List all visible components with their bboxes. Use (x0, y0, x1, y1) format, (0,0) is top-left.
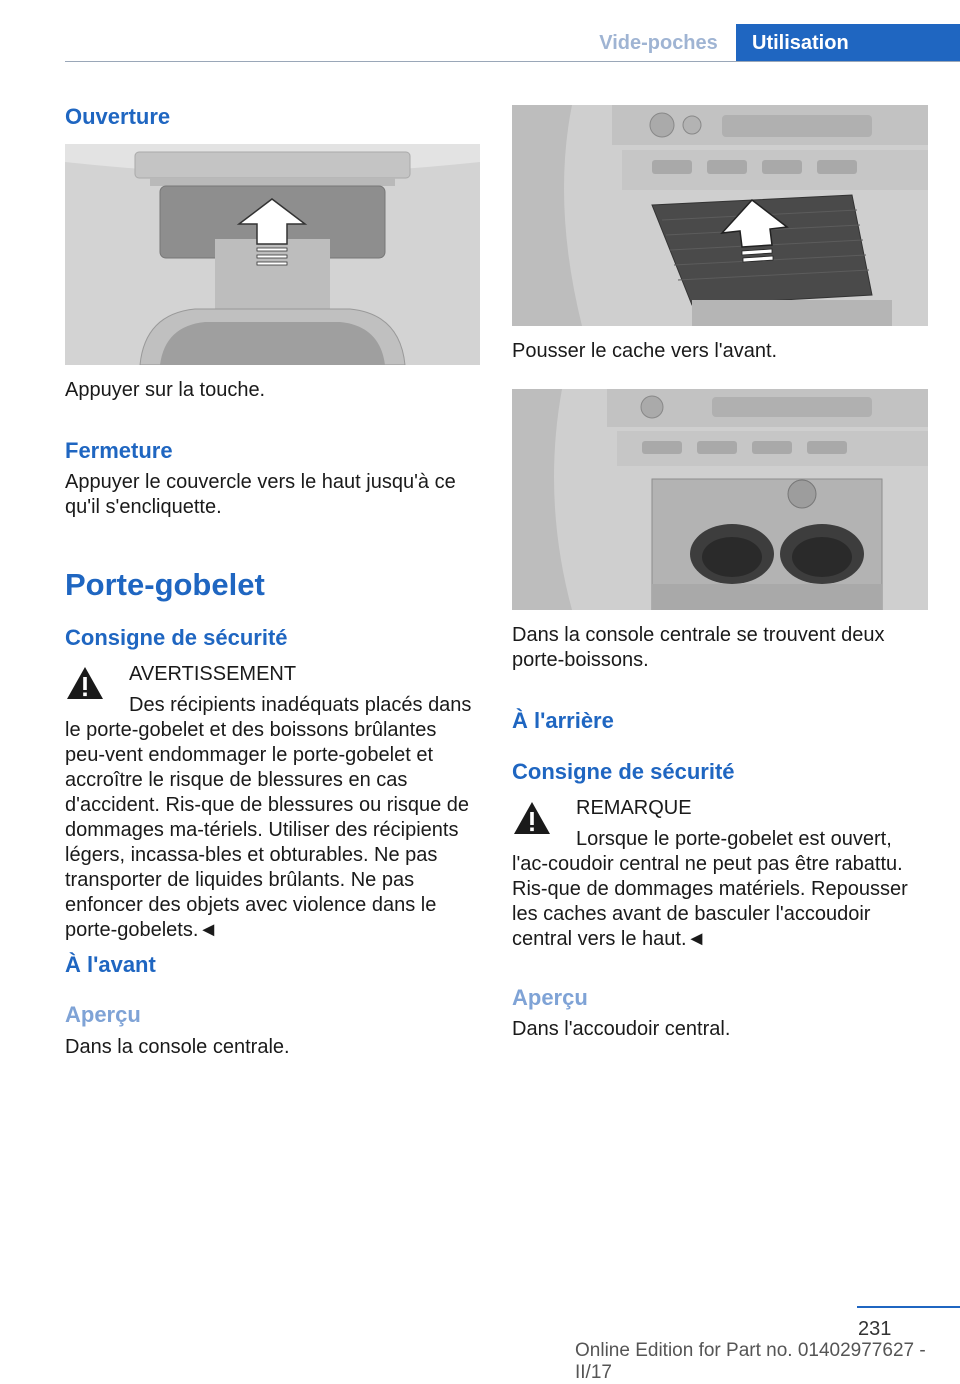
edition-note: Online Edition for Part no. 01402977627 - II/17 (575, 1340, 926, 1383)
arriere-heading: À l'arrière (512, 708, 614, 733)
illustration-cupholders (512, 389, 928, 610)
ouverture-heading: Ouverture (65, 104, 171, 129)
fermeture-text: Appuyer le couvercle vers le haut jusqu'à ce qu'il s'encliquette. (65, 471, 456, 518)
caption-cupholders: Dans la console centrale se trouvent deux porte-boissons. (512, 624, 885, 671)
page-number: 231 (858, 1318, 892, 1340)
porte-gobelet-heading: Porte-gobelet (65, 567, 265, 602)
ouverture-caption: Appuyer sur la touche. (65, 379, 266, 401)
consigne-heading-right: Consigne de sécurité (512, 759, 735, 784)
warning-label: AVERTISSEMENT (129, 663, 297, 685)
apercu-heading-right: Aperçu (512, 985, 588, 1010)
illustration-console-cover (512, 105, 928, 326)
caption-push-cover: Pousser le cache vers l'avant. (512, 340, 778, 362)
apercu-heading-left: Aperçu (65, 1002, 141, 1027)
header-rule (65, 61, 960, 62)
avant-heading: À l'avant (65, 952, 156, 977)
illustration-overhead-storage (65, 144, 480, 365)
note-label: REMARQUE (576, 797, 692, 819)
fermeture-heading: Fermeture (65, 438, 173, 463)
running-header-chapter-tab: Utilisation (736, 24, 960, 62)
apercu-text-left: Dans la console centrale. (65, 1036, 290, 1058)
footer-rule (857, 1306, 960, 1308)
warning-text: Des récipients inadéquats placés dans le porte-gobelet et des boissons brûlantes peu-vent endommager le porte-gobelet et accroître le risque de blessures en cas d'accident. Ris-que de blessures ou risque de dommages ma-tériels. Utiliser des récipients légers, incassa-bles et obturables. Ne pas transporter de liquides brûlants. Ne pas enfoncer des objets avec violence dans le porte-gobelets.◄ (65, 694, 472, 941)
running-header-section: Vide-poches (599, 32, 718, 54)
apercu-text-right: Dans l'accoudoir central. (512, 1018, 731, 1040)
consigne-heading-left: Consigne de sécurité (65, 625, 288, 650)
note-text: Lorsque le porte-gobelet est ouvert, l'ac-coudoir central ne peut pas être rabattu. Ris-que de dommages matériels. Repousser les caches avant de basculer l'accoudoir central vers le haut.◄ (512, 828, 908, 950)
